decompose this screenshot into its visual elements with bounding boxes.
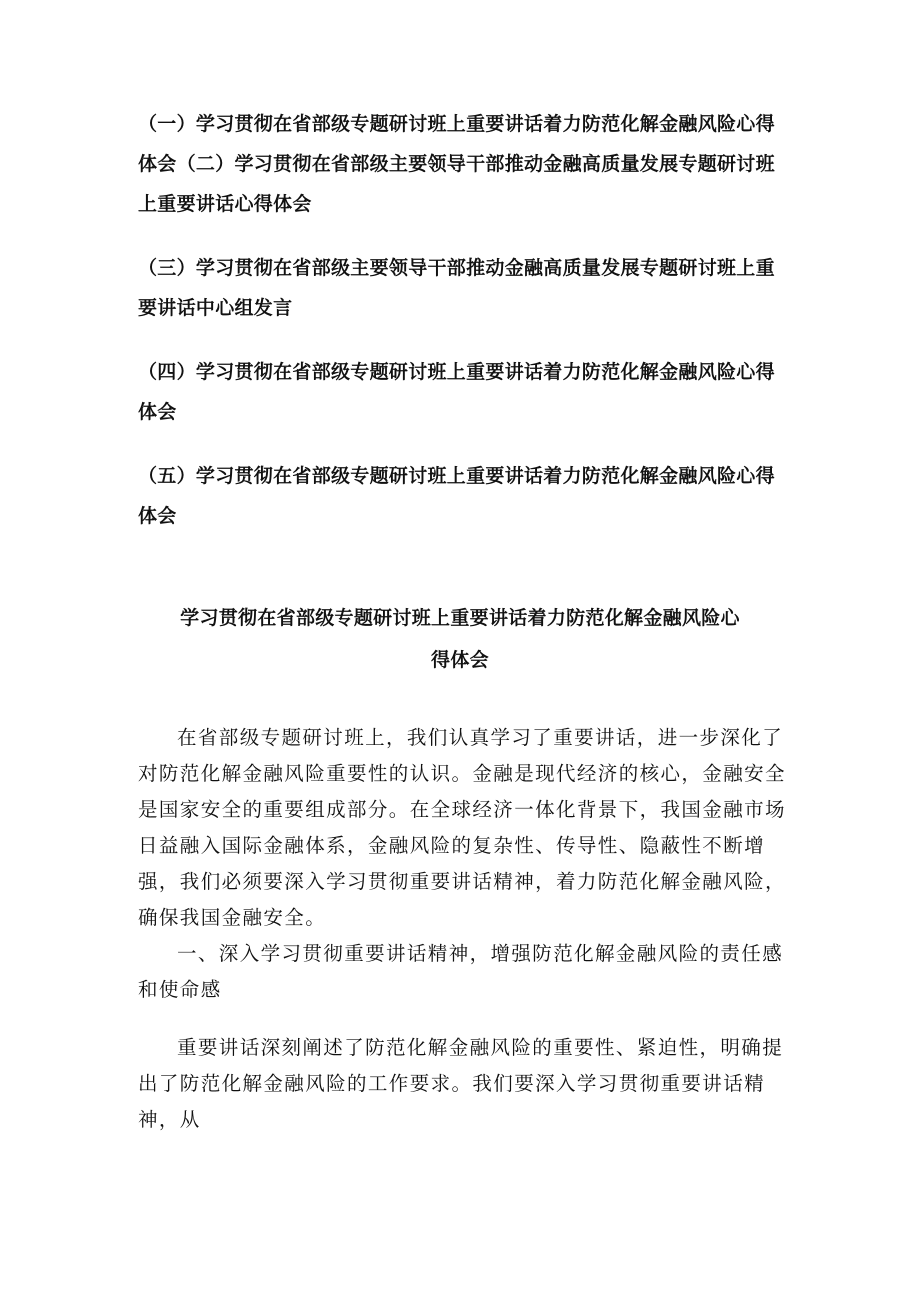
toc-item-4: （四）学习贯彻在省部级专题研讨班上重要讲话着力防范化解金融风险心得体会: [138, 361, 775, 423]
toc-item-5: （五）学习贯彻在省部级专题研讨班上重要讲话着力防范化解金融风险心得体会: [138, 465, 775, 527]
article-title-line-1: 学习贯彻在省部级专题研讨班上重要讲话着力防范化解金融风险心: [180, 607, 740, 629]
toc-item-1: （一）学习贯彻在省部级专题研讨班上重要讲话着力防范化解金融风险心得体会（二）学习贯彻在省部级主要领导干部推动金融高质量发展专题研讨班上重要讲话心得体会: [138, 113, 775, 215]
section-heading-1: 一、深入学习贯彻重要讲话精神，增强防范化解金融风险的责任感和使命感: [138, 942, 784, 1001]
toc-item-3: （三）学习贯彻在省部级主要领导干部推动金融高质量发展专题研讨班上重要讲话中心组发言: [138, 257, 775, 319]
body-paragraph-2: 重要讲话深刻阐述了防范化解金融风险的重要性、紧迫性，明确提出了防范化解金融风险的工作要求。我们要深入学习贯彻重要讲话精神，从: [138, 1036, 784, 1131]
article-title-line-2: 得体会: [431, 649, 489, 671]
article-title: [100, 597, 820, 681]
table-of-contents: [138, 104, 788, 560]
body-paragraph-1: 在省部级专题研讨班上，我们认真学习了重要讲话，进一步深化了对防范化解金融风险重要性的认识。金融是现代经济的核心，金融安全是国家安全的重要组成部分。在全球经济一体化背景下，我国金融市场日益融入国际金融体系，金融风险的复杂性、传导性、隐蔽性不断增强，我们必须要深入学习贯彻重要讲话精神，着力防范化解金融风险，确保我国金融安全。: [138, 726, 786, 929]
article-body: [138, 720, 788, 1138]
